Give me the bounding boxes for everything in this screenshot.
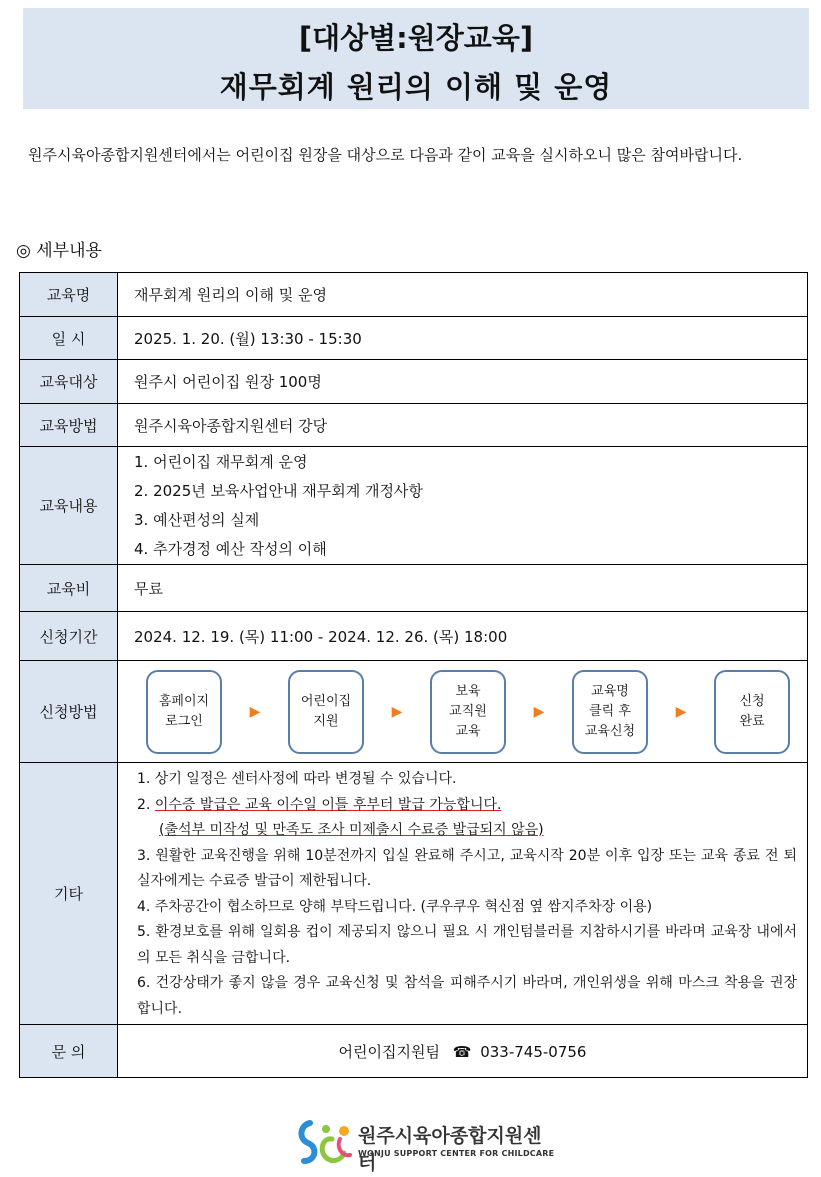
label-fee: 교육비 xyxy=(20,565,118,612)
contact-team: 어린이집지원팀 xyxy=(338,1042,440,1061)
etc-note-2-sub: (출석부 미작성 및 만족도 조사 미제출시 수료증 발급되지 않음) xyxy=(159,822,544,838)
value-contents xyxy=(118,447,808,565)
row-fee xyxy=(20,565,808,612)
label-target: 교육대상 xyxy=(20,360,118,404)
label-contents: 교육내용 xyxy=(20,447,118,565)
value-datetime: 2025. 1. 20. (월) 13:30 - 15:30 xyxy=(118,317,808,360)
value-contact xyxy=(118,1025,808,1078)
section-heading: ◎ 세부내용 xyxy=(16,241,102,261)
details-table xyxy=(19,272,808,1078)
arrow-right-icon: ▶ xyxy=(675,703,687,720)
phone-icon: ☎ xyxy=(452,1042,472,1061)
content-item: 2. 2025년 보육사업안내 재무회계 개정사항 xyxy=(134,481,423,500)
apply-steps xyxy=(118,670,807,754)
value-fee: 무료 xyxy=(118,565,808,612)
arrow-right-icon: ▶ xyxy=(249,703,261,720)
row-datetime xyxy=(20,317,808,360)
content-item: 3. 예산편성의 실제 xyxy=(134,510,260,529)
arrow-right-icon: ▶ xyxy=(533,703,545,720)
step-homepage-login: 홈페이지 로그인 xyxy=(146,670,222,754)
row-contact xyxy=(20,1025,808,1078)
row-course-name xyxy=(20,273,808,317)
etc-note-5: 5. 환경보호를 위해 일회용 컵이 제공되지 않으니 필요 시 개인텀블러를 지참하시기를 바라며 교육장 내에서의 모든 취식을 금합니다. xyxy=(137,924,797,966)
certificate-notice: 이수증 발급은 교육 이수일 이틀 후부터 발급 가능합니다. xyxy=(154,796,502,813)
intro-text: 원주시육아종합지원센터에서는 어린이집 원장을 대상으로 다음과 같이 교육을 실시하오니 많은 참여바랍니다. xyxy=(28,146,743,164)
center-logo xyxy=(296,1117,556,1174)
content-item: 1. 어린이집 재무회계 운영 xyxy=(134,452,308,471)
content-item: 4. 추가경정 예산 작성의 이해 xyxy=(134,539,327,558)
label-course-name: 교육명 xyxy=(20,273,118,317)
etc-note-1: 1. 상기 일정은 센터사정에 따라 변경될 수 있습니다. xyxy=(137,771,457,787)
row-method xyxy=(20,404,808,447)
step-course-apply: 교육명 클릭 후 교육신청 xyxy=(572,670,648,754)
title-banner xyxy=(23,8,809,109)
arrow-right-icon: ▶ xyxy=(391,703,403,720)
value-course-name: 재무회계 원리의 이해 및 운영 xyxy=(118,273,808,317)
row-etc xyxy=(20,763,808,1025)
contact-phone: 033-745-0756 xyxy=(480,1042,587,1061)
row-target xyxy=(20,360,808,404)
step-staff-education: 보육 교직원 교육 xyxy=(430,670,506,754)
etc-note-2: 2. 이수증 발급은 교육 이수일 이틀 후부터 발급 가능합니다. xyxy=(137,796,502,813)
value-method: 원주시육아종합지원센터 강당 xyxy=(118,404,808,447)
banner-category: [대상별:원장교육] xyxy=(298,21,534,55)
value-period: 2024. 12. 19. (목) 11:00 - 2024. 12. 26. (목) 18:00 xyxy=(118,612,808,661)
row-apply xyxy=(20,661,808,763)
row-contents xyxy=(20,447,808,565)
etc-note-6: 6. 건강상태가 좋지 않을 경우 교육신청 및 참석을 피해주시기 바라며, 개인위생을 위해 마스크 착용을 권장합니다. xyxy=(137,975,797,1017)
value-apply xyxy=(118,661,808,763)
label-apply: 신청방법 xyxy=(20,661,118,763)
step-complete: 신청 완료 xyxy=(714,670,790,754)
label-contact: 문 의 xyxy=(20,1025,118,1078)
logo-subtitle: WONJU SUPPORT CENTER FOR CHILDCARE xyxy=(358,1149,555,1158)
step-daycare-support: 어린이집 지원 xyxy=(288,670,364,754)
value-etc xyxy=(118,763,808,1025)
logo-name: 원주시육아종합지원센터 xyxy=(358,1125,542,1174)
label-datetime: 일 시 xyxy=(20,317,118,360)
label-period: 신청기간 xyxy=(20,612,118,661)
value-target: 원주시 어린이집 원장 100명 xyxy=(118,360,808,404)
label-method: 교육방법 xyxy=(20,404,118,447)
label-etc: 기타 xyxy=(20,763,118,1025)
banner-title: 재무회계 원리의 이해 및 운영 xyxy=(219,70,613,104)
etc-note-3: 3. 원활한 교육진행을 위해 10분전까지 입실 완료해 주시고, 교육시작 20분 이후 입장 또는 교육 종료 전 퇴실자에게는 수료증 발급이 제한됩니다. xyxy=(137,847,797,889)
logo-mark-icon xyxy=(296,1117,356,1167)
row-period xyxy=(20,612,808,661)
etc-note-4: 4. 주차공간이 협소하므로 양해 부탁드립니다. (쿠우쿠우 혁신점 옆 쌈지주차장 이용) xyxy=(137,898,653,915)
